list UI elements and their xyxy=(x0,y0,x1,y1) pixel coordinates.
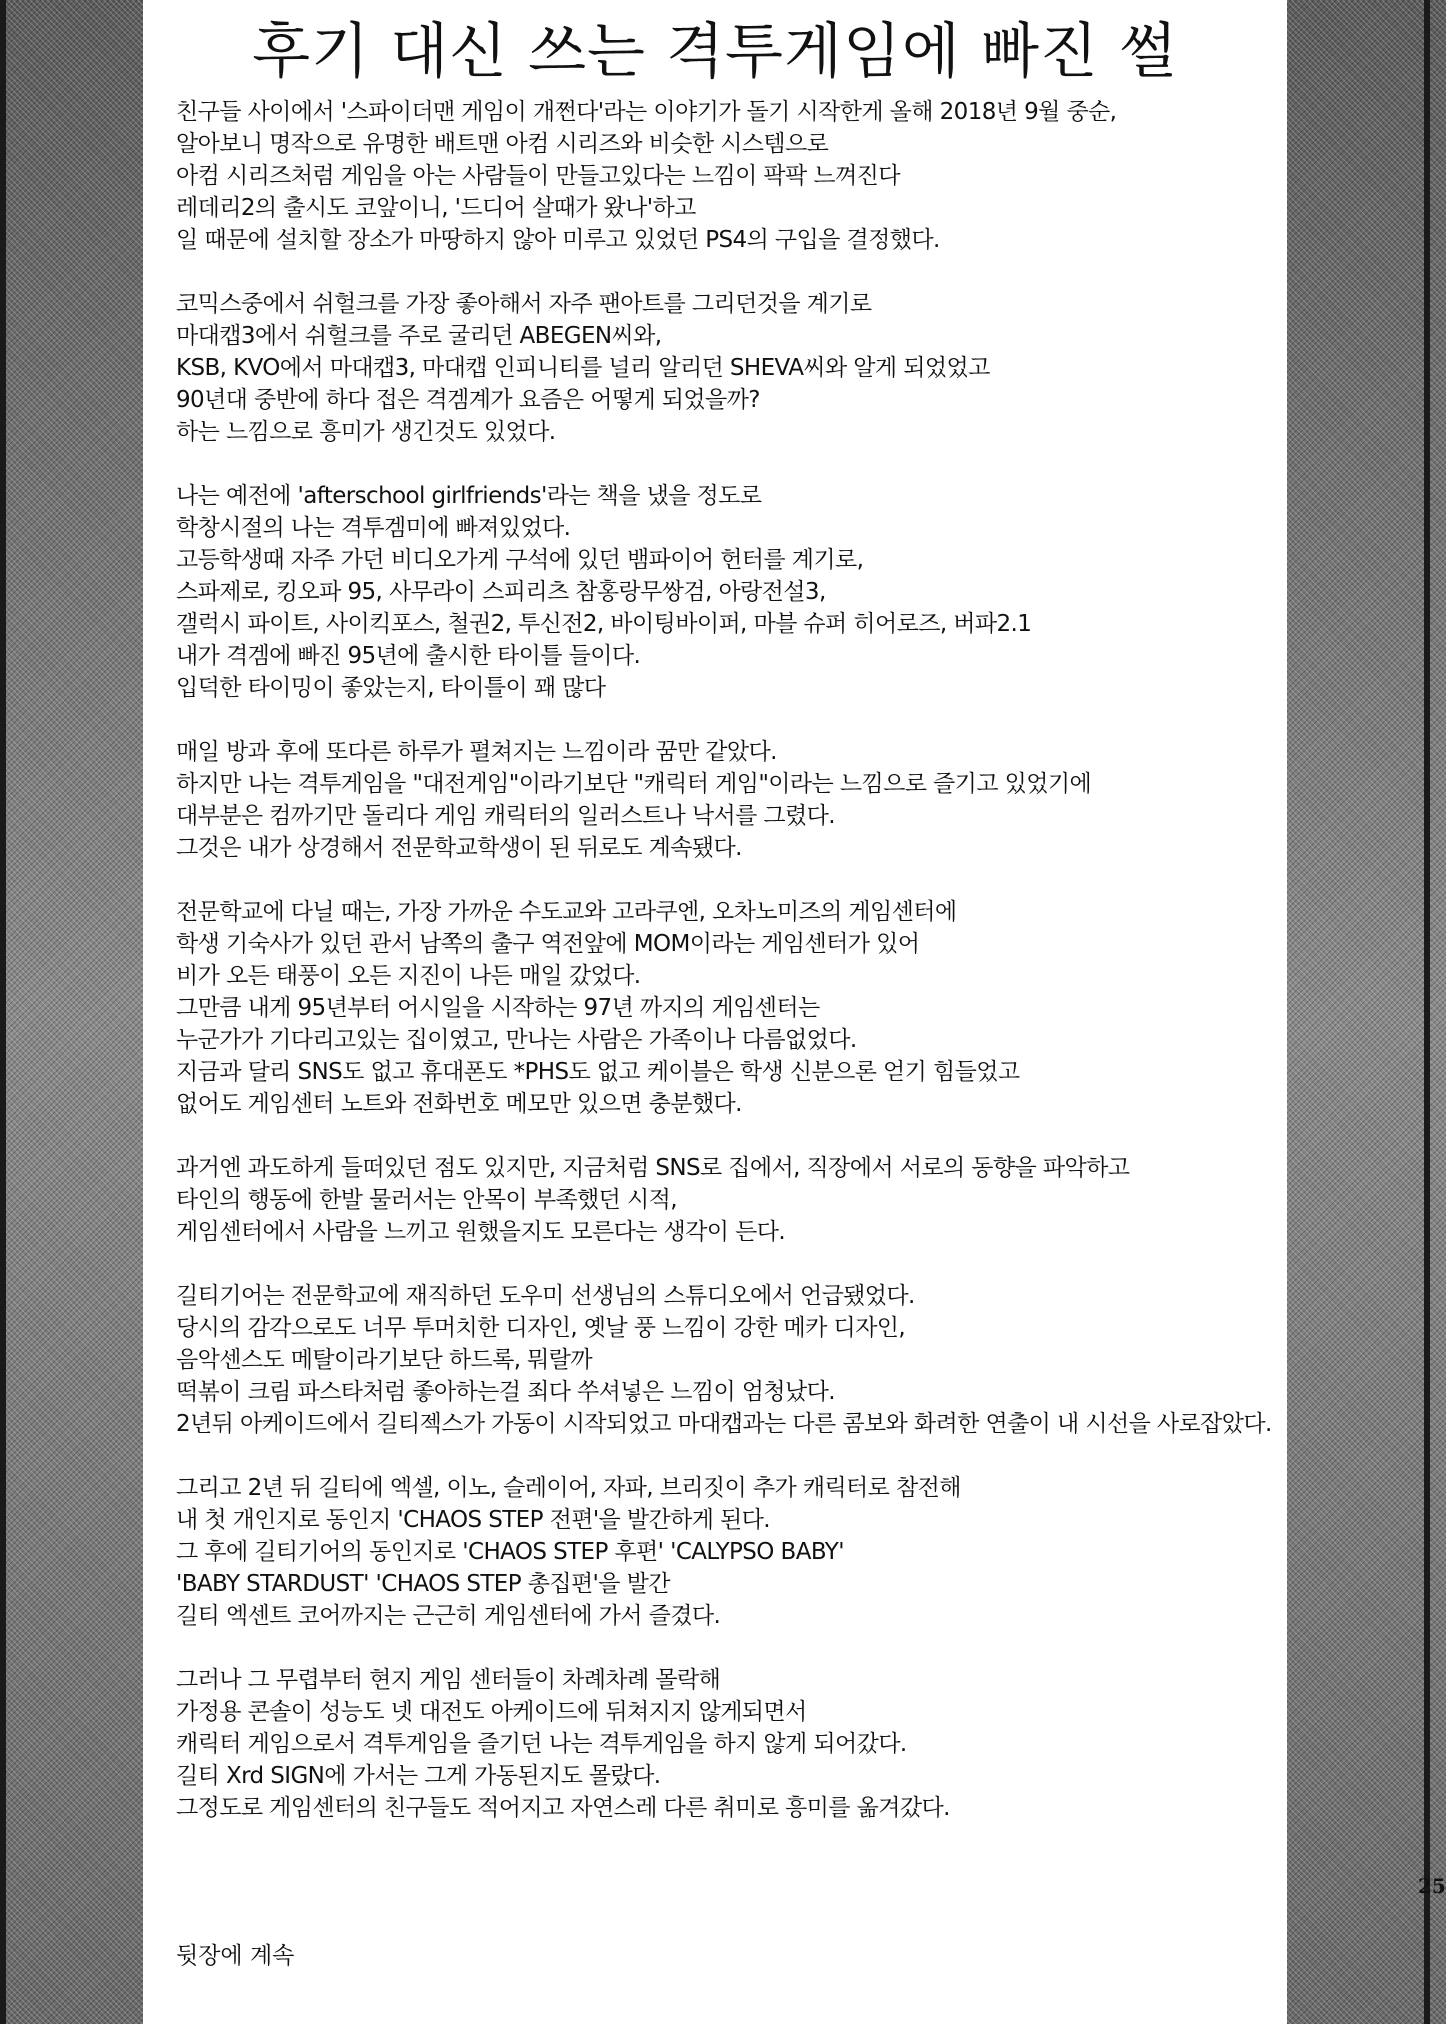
text-line: 알아보니 명작으로 유명한 배트맨 아컴 시리즈와 비슷한 시스템으로 xyxy=(176,131,829,157)
text-line: 입덕한 타이밍이 좋았는지, 타이틀이 꽤 많다 xyxy=(176,675,606,701)
text-line: 떡볶이 크림 파스타처럼 좋아하는걸 죄다 쑤셔넣은 느낌이 엄청났다. xyxy=(176,1379,835,1405)
text-line: 하지만 나는 격투게임을 "대전게임"이라기보단 "캐릭터 게임"이라는 느낌으로 즐기고 있었기에 xyxy=(176,771,1092,797)
page xyxy=(143,0,1446,2024)
text-line: 가정용 콘솔이 성능도 넷 대전도 아케이드에 뒤쳐지지 않게되면서 xyxy=(176,1699,807,1725)
text-line: 음악센스도 메탈이라기보단 하드록, 뭐랄까 xyxy=(176,1347,592,1373)
text-line: 그것은 내가 상경해서 전문학교학생이 된 뒤로도 계속됐다. xyxy=(176,835,742,861)
paragraph xyxy=(176,896,1281,1120)
paragraph xyxy=(176,288,1281,448)
text-line: KSB, KVO에서 마대캡3, 마대캡 인피니티를 널리 알리던 SHEVA씨와 알게 되었었고 xyxy=(176,355,990,381)
paragraph xyxy=(176,736,1281,864)
text-line: 그리고 2년 뒤 길티에 엑셀, 이노, 슬레이어, 자파, 브리짓이 추가 캐릭터로 참전해 xyxy=(176,1475,961,1501)
text-line: 전문학교에 다닐 때는, 가장 가까운 수도교와 고라쿠엔, 오차노미즈의 게임센터에 xyxy=(176,899,957,925)
text-line: 마대캡3에서 쉬헐크를 주로 굴리던 ABEGEN씨와, xyxy=(176,323,662,349)
text-line: 캐릭터 게임으로서 격투게임을 즐기던 나는 격투게임을 하지 않게 되어갔다. xyxy=(176,1731,907,1757)
text-line: 학창시절의 나는 격투겜미에 빠져있었다. xyxy=(176,515,571,541)
text-line: 매일 방과 후에 또다른 하루가 펼쳐지는 느낌이라 꿈만 같았다. xyxy=(176,739,777,765)
text-line: 그러나 그 무렵부터 현지 게임 센터들이 차례차례 몰락해 xyxy=(176,1667,721,1693)
text-line: 레데리2의 출시도 코앞이니, '드디어 살때가 왔나'하고 xyxy=(176,195,696,221)
paragraph xyxy=(176,1280,1281,1440)
text-line: 일 때문에 설치할 장소가 마땅하지 않아 미루고 있었던 PS4의 구입을 결정했다. xyxy=(176,227,940,253)
text-line: 학생 기숙사가 있던 관서 남쪽의 출구 역전앞에 MOM이라는 게임센터가 있어 xyxy=(176,931,920,957)
paragraph xyxy=(176,480,1281,704)
page-title: 후기 대신 쓰는 격투게임에 빠진 썰 xyxy=(252,17,1178,87)
paragraph xyxy=(176,96,1281,256)
paragraph xyxy=(176,1152,1281,1248)
text-line: 그 후에 길티기어의 동인지로 'CHAOS STEP 후편' 'CALYPSO BABY' xyxy=(176,1539,844,1565)
text-line: 아컴 시리즈처럼 게임을 아는 사람들이 만들고있다는 느낌이 팍팍 느껴진다 xyxy=(176,163,900,189)
text-line: 고등학생때 자주 가던 비디오가게 구석에 있던 뱀파이어 헌터를 계기로, xyxy=(176,547,864,573)
text-line: 2년뒤 아케이드에서 길티젝스가 가동이 시작되었고 마대캡과는 다른 콤보와 화려한 연출이 내 시선을 사로잡았다. xyxy=(176,1411,1272,1437)
paragraph xyxy=(176,1472,1281,1632)
text-line: 'BABY STARDUST' 'CHAOS STEP 총집편'을 발간 xyxy=(176,1571,670,1597)
text-line: 과거엔 과도하게 들떠있던 점도 있지만, 지금처럼 SNS로 집에서, 직장에서 서로의 동향을 파악하고 xyxy=(176,1155,1130,1181)
text-line: 갤럭시 파이트, 사이킥포스, 철권2, 투신전2, 바이팅바이퍼, 마블 슈퍼 히어로즈, 버파2.1 xyxy=(176,611,1032,637)
text-line: 대부분은 컴까기만 돌리다 게임 캐릭터의 일러스트나 낙서를 그렸다. xyxy=(176,803,835,829)
body-text xyxy=(176,96,1281,1856)
text-line: 그정도로 게임센터의 친구들도 적어지고 자연스레 다른 취미로 흥미를 옮겨갔다. xyxy=(176,1795,950,1821)
paragraph xyxy=(176,1664,1281,1824)
text-line: 길티 Xrd SIGN에 가서는 그게 가동된지도 몰랐다. xyxy=(176,1763,661,1789)
text-line: 친구들 사이에서 '스파이더맨 게임이 개쩐다'라는 이야기가 돌기 시작한게 올해 2018년 9월 중순, xyxy=(176,99,1117,125)
left-border xyxy=(0,0,6,2024)
text-line: 내가 격겜에 빠진 95년에 출시한 타이틀 들이다. xyxy=(176,643,641,669)
continued-note: 뒷장에 계속 xyxy=(176,1943,295,1969)
text-line: 그만큼 내게 95년부터 어시일을 시작하는 97년 까지의 게임센터는 xyxy=(176,995,820,1021)
text-line: 90년대 중반에 하다 접은 격겜계가 요즘은 어떻게 되었을까? xyxy=(176,387,760,413)
text-line: 나는 예전에 'afterschool girlfriends'라는 책을 냈을 정도로 xyxy=(176,483,762,509)
text-line: 비가 오든 태풍이 오든 지진이 나든 매일 갔었다. xyxy=(176,963,641,989)
text-line: 코믹스중에서 쉬헐크를 가장 좋아해서 자주 팬아트를 그리던것을 계기로 xyxy=(176,291,872,317)
text-line: 타인의 행동에 한발 물러서는 안목이 부족했던 시적, xyxy=(176,1187,677,1213)
text-line: 내 첫 개인지로 동인지 'CHAOS STEP 전편'을 발간하게 된다. xyxy=(176,1507,771,1533)
text-line: 길티 엑센트 코어까지는 근근히 게임센터에 가서 즐겼다. xyxy=(176,1603,721,1629)
text-line: 스파제로, 킹오파 95, 사무라이 스피리츠 참홍랑무쌍검, 아랑전설3, xyxy=(176,579,826,605)
text-line: 누군가가 기다리고있는 집이였고, 만나는 사람은 가족이나 다름없었다. xyxy=(176,1027,857,1053)
right-border xyxy=(1424,0,1430,2024)
text-line: 게임센터에서 사람을 느끼고 원했을지도 모른다는 생각이 든다. xyxy=(176,1219,786,1245)
page-number: 25 xyxy=(1418,1874,1446,1898)
text-line: 지금과 달리 SNS도 없고 휴대폰도 *PHS도 없고 케이블은 학생 신분으론 얻기 힘들었고 xyxy=(176,1059,1020,1085)
text-line: 길티기어는 전문학교에 재직하던 도우미 선생님의 스튜디오에서 언급됐었다. xyxy=(176,1283,915,1309)
text-line: 없어도 게임센터 노트와 전화번호 메모만 있으면 충분했다. xyxy=(176,1091,742,1117)
text-line: 하는 느낌으로 흥미가 생긴것도 있었다. xyxy=(176,419,556,445)
text-line: 당시의 감각으로도 너무 투머치한 디자인, 옛날 풍 느낌이 강한 메카 디자인, xyxy=(176,1315,906,1341)
